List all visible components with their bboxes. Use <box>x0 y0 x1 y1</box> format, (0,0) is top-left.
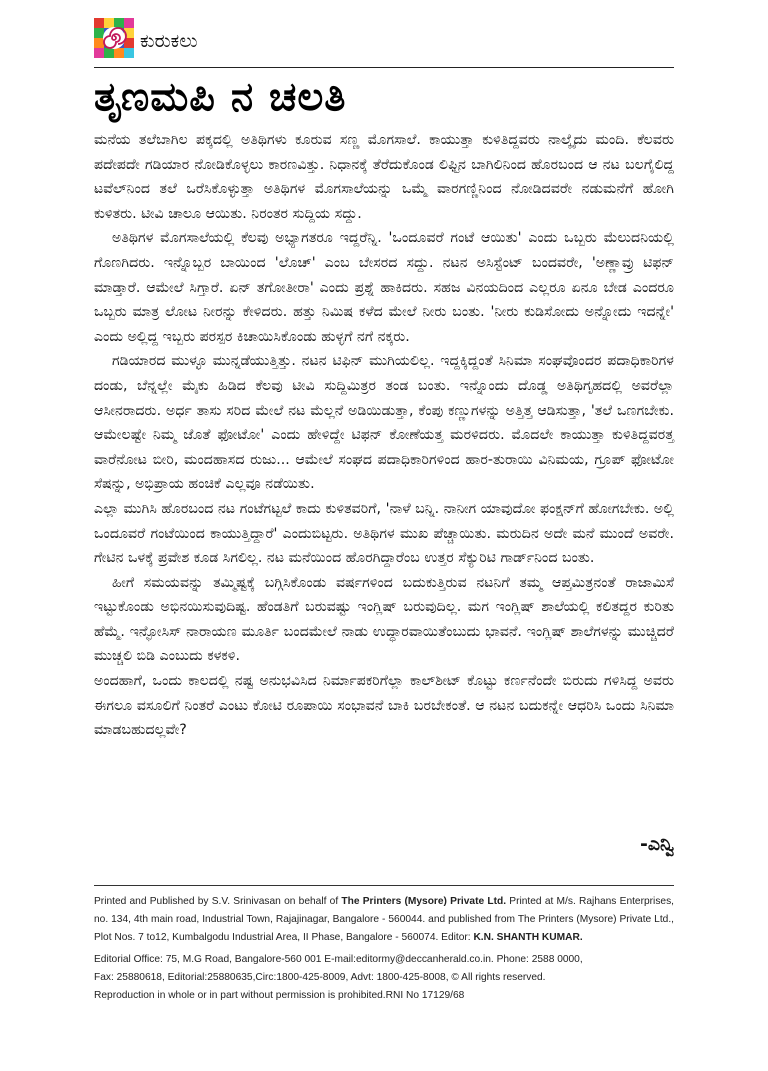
article-paragraph: ಅಂದಹಾಗೆ, ಒಂದು ಕಾಲದಲ್ಲಿ ನಷ್ಟ ಅನುಭವಿಸಿದ ನಿರ್ಮಾಪಕರಿಗೆಲ್ಲಾ ಕಾಲ್‌ಶೀಟ್ ಕೊಟ್ಟು ಕರ್ಣನೆಂದೇ ಬಿರುದು ಗಳಿಸಿದ್ದ ಅವರು ಈಗಲೂ ವಸೂಲಿಗೆ ನಿಂತರೆ ಎಂಟು ಕೋಟಿ ರೂಪಾಯಿ ಸಂಭಾವನೆ ಬಾಕಿ ಬರಬೇಕಂತೆ. ಆ ನಟನ ಬದುಕನ್ನೇ ಆಧರಿಸಿ ಒಂದು ಸಿನಿಮಾ ಮಾಡಬಹುದಲ್ಲವೇ? <box>94 673 674 739</box>
office-numbers-line: Fax: 25880618, Editorial:25880635,Circ:1800-425-8009, Advt: 1800-425-8008, © All rights reserved. <box>94 972 546 983</box>
copyright-notice: Reproduction in whole or in part without permission is prohibited.RNI No 17129/68 <box>94 990 465 1001</box>
section-label: ಕುರುಕಲು <box>140 30 198 52</box>
editor-name: K.N. SHANTH KUMAR. <box>473 932 583 943</box>
article-paragraph: ಎಲ್ಲಾ ಮುಗಿಸಿ ಹೊರಬಂದ ನಟ ಗಂಟೆಗಟ್ಟಲೆ ಕಾದು ಕುಳಿತವರಿಗೆ, 'ನಾಳೆ ಬನ್ನಿ. ನಾನೀಗ ಯಾವುದೋ ಫಂಕ್ಷನ್‌ಗೆ ಹೋಗಬೇಕು. ಅಲ್ಲಿ ಒಂದೂವರೆ ಗಂಟೆಯಿಂದ ಕಾಯುತ್ತಿದ್ದಾರೆ' ಎಂದುಬಿಟ್ಟರು. ಅತಿಥಿಗಳ ಮುಖ ಪೆಚ್ಚಾಯಿತು. ಮರುದಿನ ಅದೇ ಮನೆ ಮುಂದೆ ಅವರೇ. ಗೇಟಿನ ಒಳಕ್ಕೆ ಪ್ರವೇಶ ಕೂಡ ಸಿಗಲಿಲ್ಲ. ನಟ ಮನೆಯಿಂದ ಹೊರಗಿದ್ದಾರೆಂಬ ಉತ್ತರ ಸೆಕ್ಯುರಿಟಿ ಗಾರ್ಡ್‌ನಿಂದ ಬಂತು. <box>94 500 674 567</box>
article-paragraph: ಅತಿಥಿಗಳ ಮೊಗಸಾಲೆಯಲ್ಲಿ ಕೆಲವು ಅಭ್ಯಾಗತರೂ ಇದ್ದರೆನ್ನಿ. 'ಒಂದೂವರೆ ಗಂಟೆ ಆಯಿತು' ಎಂದು ಒಬ್ಬರು ಮೆಲುದನಿಯಲ್ಲಿ ಗೊಣಗಿದರು. ಇನ್ನೊಬ್ಬರ ಬಾಯಿಂದ 'ಲೊಚ್' ಎಂಬ ಬೇಸರದ ಸದ್ದು. ನಟನ ಅಸಿಸ್ಟೆಂಟ್ ಬಂದವರೇ, 'ಅಣ್ಣಾವ್ರು ಟಿಫನ್ ಮಾಡ್ತಾರೆ. ಆಮೇಲೆ ಸಿಗ್ತಾರೆ. ಏನ್ ತಗೋತೀರಾ' ಎಂದು ಪ್ರಶ್ನೆ ಹಾಕಿದರು. ಸಹಜ ವಿನಯದಿಂದ ಎಲ್ಲರೂ ಏನೂ ಬೇಡ ಎಂದರೂ ಒಬ್ಬರು ಮಾತ್ರ ಲೋಟ ನೀರನ್ನು ಕೇಳಿದರು. ಹತ್ತು ನಿಮಿಷ ಕಳೆದ ಮೇಲೆ ನೀರು ಬಂತು. 'ನೀರು ಕುಡಿಸೋದು ಅನ್ನೋದು ಇದನ್ನೇ' ಎಂದು ಅಲ್ಲಿದ್ದ ಇಬ್ಬರು ಪರಸ್ಪರ ಕಿಚಾಯಿಸಿಕೊಂಡು ಹುಳ್ಳಗೆ ನಗೆ ನಕ್ಕರು. <box>94 230 674 345</box>
author-byline: -ಎನ್ವಿ <box>639 833 674 855</box>
article-body <box>94 128 674 743</box>
printer-note-intro: Printed and Published by S.V. Srinivasan on behalf of <box>94 896 342 907</box>
article-paragraph: ಹೀಗೆ ಸಮಯವನ್ನು ತಮ್ಮಿಷ್ಟಕ್ಕೆ ಬಗ್ಗಿಸಿಕೊಂಡು ವರ್ಷಗಳಿಂದ ಬದುಕುತ್ತಿರುವ ನಟನಿಗೆ ತಮ್ಮ ಆಪ್ತಮಿತ್ರನಂತೆ ರಾಜಾಮಿಸೆ ಇಟ್ಟುಕೊಂಡು ಅಭಿನಯಿಸುವುದಿಷ್ಟ. ಹೆಂಡತಿಗೆ ಬರುವಷ್ಟು ಇಂಗ್ಲಿಷ್ ಬರುವುದಿಲ್ಲ. ಮಗ ಇಂಗ್ಲಿಷ್ ಶಾಲೆಯಲ್ಲಿ ಕಲಿತದ್ದರ ಕುರಿತು ಹೆಮ್ಮೆ. ಇನ್ಫೋಸಿಸ್ ನಾರಾಯಣ ಮೂರ್ತಿ ಬಂದಮೇಲೆ ನಾಡು ಉದ್ಧಾರವಾಯಿತೆಂಬುದು ಭಾವನೆ. ಇಂಗ್ಲಿಷ್ ಶಾಲೆಗಳನ್ನು ಮುಚ್ಚಿದರೆ ಮುಚ್ಚಲಿ ಬಿಡಿ ಎಂಬುದು ಕಳಕಳಿ. <box>94 574 674 665</box>
article-title: ತೃಣಮಪಿ ನ ಚಲತಿ <box>94 74 347 120</box>
footer-divider <box>94 885 674 886</box>
header-divider <box>94 67 674 68</box>
printer-company: The Printers (Mysore) Private Ltd. <box>341 896 507 907</box>
imprint-footer <box>94 893 674 1005</box>
page-header <box>94 18 674 70</box>
spiral-mosaic-logo-icon <box>94 18 134 58</box>
article-paragraph: ಗಡಿಯಾರದ ಮುಳ್ಳೂ ಮುನ್ನಡೆಯುತ್ತಿತ್ತು. ನಟನ ಟಿಫಿನ್ ಮುಗಿಯಲಿಲ್ಲ. ಇದ್ದಕ್ಕಿದ್ದಂತೆ ಸಿನಿಮಾ ಸಂಘವೊಂದರ ಪದಾಧಿಕಾರಿಗಳ ದಂಡು, ಬೆನ್ನಲ್ಲೇ ಮೈಕು ಹಿಡಿದ ಕೆಲವು ಟೀವಿ ಸುದ್ದಿಮಿತ್ರರ ತಂಡ ಬಂತು. ಇನ್ನೊಂದು ದೊಡ್ಡ ಅತಿಥಿಗೃಹದಲ್ಲಿ ಅವರೆಲ್ಲಾ ಆಸೀನರಾದರು. ಅರ್ಧ ತಾಸು ಸರಿದ ಮೇಲೆ ನಟ ಮೆಲ್ಲನೆ ಅಡಿಯಿಡುತ್ತಾ, ಕೆಂಪು ಕಣ್ಣುಗಳನ್ನು ಅತ್ತಿತ್ತ ಆಡಿಸುತ್ತಾ, 'ತಲೆ ಒಣಗಬೇಕು. ಆಮೇಲಷ್ಟೇ ನಿಮ್ಮ ಜೊತೆ ಫೋಟೋ' ಎಂದು ಹೇಳಿದ್ದೇ ಟಿಫನ್ ಕೋಣೆಯತ್ತ ಮರಳಿದರು. ಮೊದಲೇ ಕಾಯುತ್ತಾ ಕುಳಿತಿದ್ದವರತ್ತ ವಾರೆನೋಟ ಬೀರಿ, ಮಂದಹಾಸದ ರುಜು... ಆಮೇಲೆ ಸಂಘದ ಪದಾಧಿಕಾರಿಗಳಿಂದ ಹಾರ-ತುರಾಯಿ ವಿನಿಮಯ, ಗ್ರೂಪ್ ಫೋಟೋ ಸೆಷನ್ನು, ಅಭಿಪ್ರಾಯ ಹಂಚಿಕೆ ಎಲ್ಲವೂ ನಡೆಯಿತು. <box>94 353 674 493</box>
printer-note-details: Printed at M/s. Rajhans Enterprises, no. 134, 4th main road, Industrial Town, Rajajinagar, Bangalore - 560044. and published from The Printers (Mysore) Private Ltd., Plot Nos. 7 to12, Kumbalgodu Industrial Area, II Phase, Bangalore - 560074. Editor: <box>94 896 674 943</box>
office-contact-line: Editorial Office: 75, M.G Road, Bangalore-560 001 E-mail:editormy@deccanherald.co.in. Phone: 2588 0000, <box>94 954 583 965</box>
printer-note <box>94 893 674 947</box>
article-paragraph: ಮನೆಯ ತಲೆಬಾಗಿಲ ಪಕ್ಕದಲ್ಲಿ ಅತಿಥಿಗಳು ಕೂರುವ ಸಣ್ಣ ಮೊಗಸಾಲೆ. ಕಾಯುತ್ತಾ ಕುಳಿತಿದ್ದವರು ನಾಲ್ಕೈದು ಮಂದಿ. ಕೆಲವರು ಪದೇಪದೇ ಗಡಿಯಾರ ನೋಡಿಕೊಳ್ಳಲು ಕಾರಣವಿತ್ತು. ನಿಧಾನಕ್ಕೆ ತೆರೆದುಕೊಂಡ ಲಿಫ್ಟಿನ ಬಾಗಿಲಿನಿಂದ ಹೊರಬಂದ ಆ ನಟ ಬಲಗೈಲಿದ್ದ ಟವೆಲ್‌ನಿಂದ ತಲೆ ಒರೆಸಿಕೊಳ್ಳುತ್ತಾ ಅತಿಥಿಗಳ ಮೊಗಸಾಲೆಯನ್ನು ಒಮ್ಮೆ ವಾರಗಣ್ಣಿನಿಂದ ನೋಡಿದವರೇ ನಡುಮನೆಗೆ ಹೋಗಿ ಕುಳಿತರು. ಟೀವಿ ಚಾಲೂ ಆಯಿತು. ನಿರಂತರ ಸುದ್ದಿಯ ಸದ್ದು. <box>94 132 674 222</box>
